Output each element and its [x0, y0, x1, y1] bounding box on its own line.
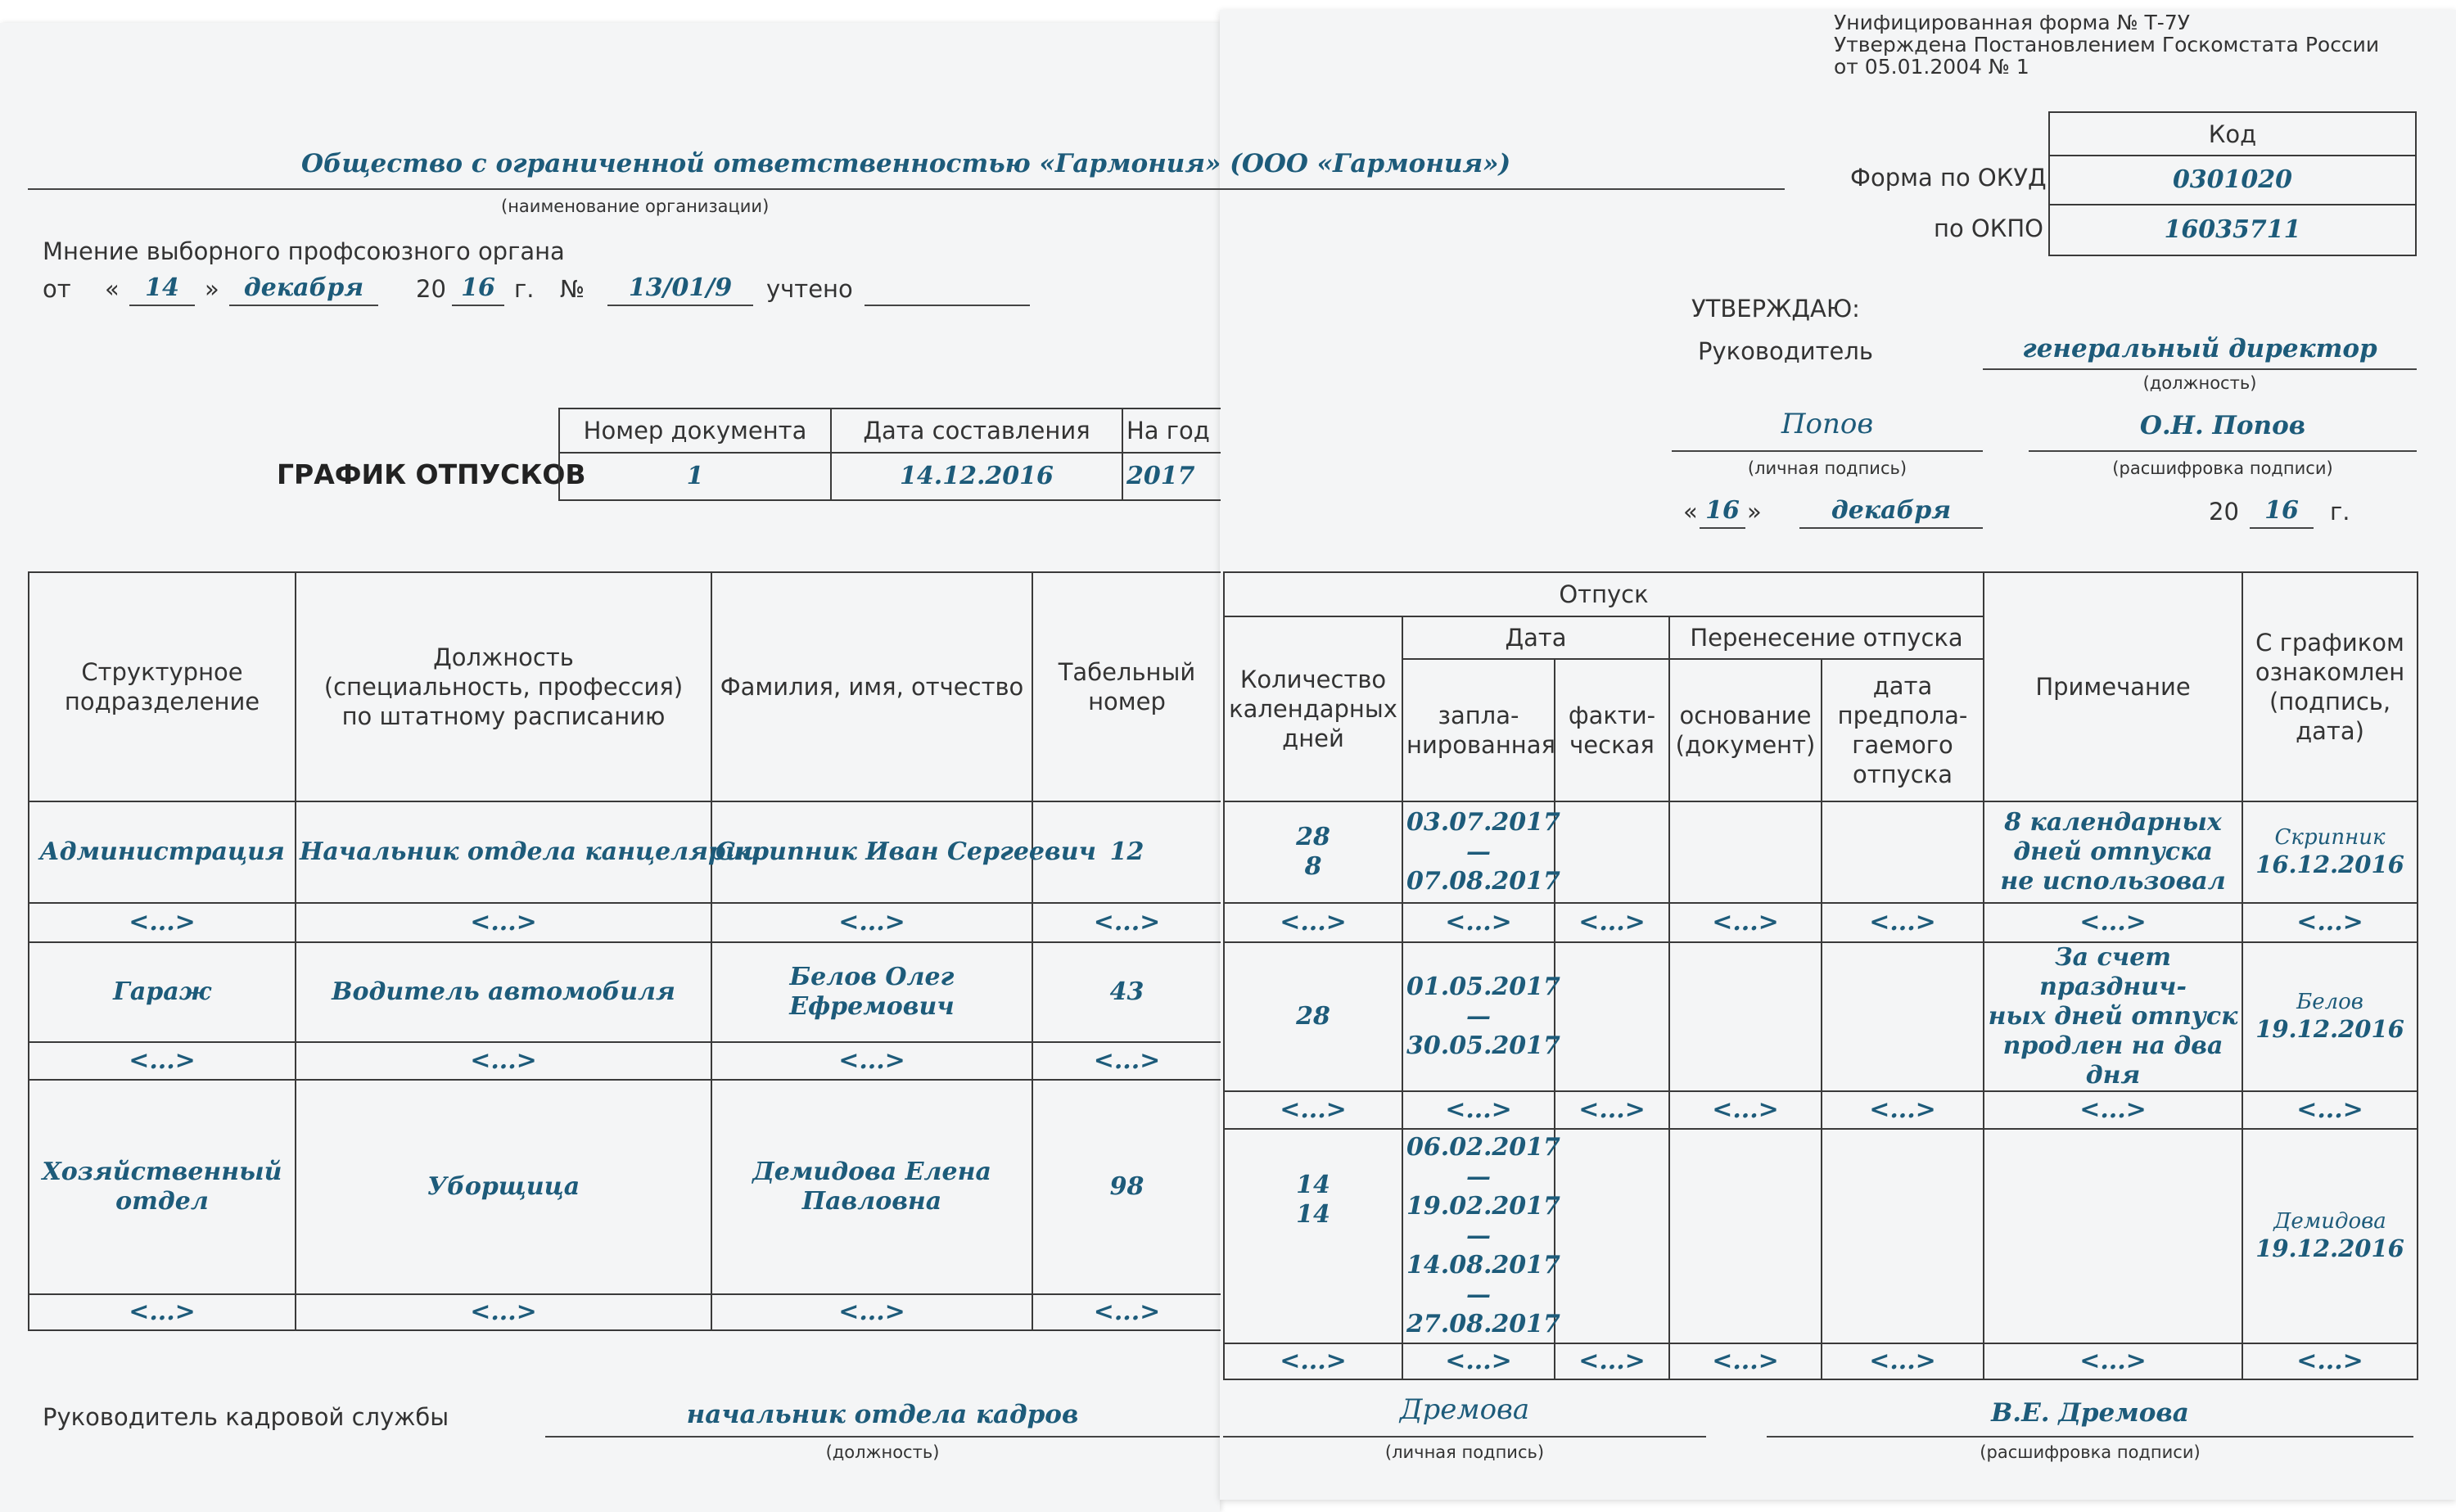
header-planned-l1: запла-: [1438, 702, 1519, 729]
approve-quote-open: «: [1683, 498, 1698, 526]
union-year-prefix: 20: [416, 275, 446, 303]
header-note: Примечание: [1984, 572, 2242, 801]
approve-month-line: [1799, 527, 1983, 529]
row2-division: Гараж: [29, 942, 296, 1042]
header-position-l1: Должность: [433, 643, 574, 671]
union-month-line: [229, 305, 378, 306]
row2-days: 28: [1224, 942, 1402, 1091]
row2-expected: [1822, 942, 1984, 1091]
row1-sign-date: 16.12.2016: [2255, 851, 2404, 878]
row1-actual: [1555, 801, 1669, 903]
header-acq-l1: С графиком: [2255, 629, 2404, 657]
row1-note-l3: не использовал: [2000, 867, 2226, 896]
union-quote-open: «: [105, 275, 120, 303]
placeholder-cell: <...>: [1402, 1091, 1555, 1129]
table-row: [1224, 942, 2418, 1091]
placeholder-cell: <...>: [1669, 903, 1822, 942]
header-reason-l2: (документ): [1675, 731, 1816, 759]
placeholder-cell: <...>: [711, 903, 1032, 942]
placeholder-cell: <...>: [1032, 903, 1221, 942]
row1-days-l2: 8: [1304, 852, 1322, 881]
placeholder-cell: <...>: [1402, 1343, 1555, 1379]
placeholder-row: [1224, 1343, 2418, 1379]
header-acq-l2: ознакомлен: [2255, 658, 2405, 686]
row2-acquainted: [2242, 942, 2418, 1091]
placeholder-cell: <...>: [1555, 903, 1669, 942]
footer-position: начальник отдела кадров: [686, 1400, 1079, 1429]
placeholder-cell: <...>: [1822, 903, 1984, 942]
placeholder-cell: <...>: [1224, 1343, 1402, 1379]
footer-position-caption: (должность): [825, 1442, 940, 1462]
placeholder-cell: <...>: [711, 1042, 1032, 1080]
union-number: 13/01/9: [628, 273, 733, 302]
approve-quote-close: »: [1747, 498, 1762, 526]
row1-tab: 12: [1032, 801, 1221, 903]
footer-signature: Дремова: [1399, 1393, 1530, 1426]
row3-actual: [1555, 1129, 1669, 1343]
approve-year-prefix: 20: [2209, 498, 2239, 526]
row1-division: Администрация: [29, 801, 296, 903]
footer-label: Руководитель кадровой службы: [43, 1403, 449, 1431]
header-reason: [1669, 659, 1822, 801]
form-header: [1834, 11, 2379, 78]
header-days: [1224, 616, 1402, 801]
header-tab-l2: номер: [1088, 688, 1166, 715]
row3-planned-l1: 06.02.2017: [1406, 1133, 1560, 1162]
row1-days: [1224, 801, 1402, 903]
row1-position: Начальник отдела канцелярии: [296, 801, 711, 903]
row3-acquainted: [2242, 1129, 2418, 1343]
header-transfer: Перенесение отпуска: [1669, 616, 1984, 659]
approve-signature-line: [1672, 450, 1983, 452]
union-accounted-line: [865, 305, 1030, 306]
placeholder-row: [29, 1042, 1221, 1080]
placeholder-cell: <...>: [1032, 1042, 1221, 1080]
placeholder-cell: <...>: [296, 1294, 711, 1330]
union-day: 14: [145, 273, 179, 302]
union-year-line: [452, 305, 504, 306]
row2-note-l2: ных дней отпуск: [1988, 1002, 2238, 1031]
row2-sign: Белов: [2296, 990, 2363, 1014]
approve-head-label: Руководитель: [1698, 337, 1874, 365]
row3-fio-l2: Павловна: [801, 1187, 942, 1216]
placeholder-cell: <...>: [1555, 1091, 1669, 1129]
placeholder-cell: <...>: [1822, 1091, 1984, 1129]
union-opinion-title: Мнение выборного профсоюзного органа: [43, 237, 565, 265]
row1-reason: [1669, 801, 1822, 903]
doc-number-header: Номер документа: [559, 408, 831, 453]
header-position-l2: (специальность, профессия): [323, 673, 684, 701]
header-actual-l2: ческая: [1569, 731, 1655, 759]
header-exp-l2: предпола-: [1837, 702, 1968, 729]
header-tab-number: [1032, 572, 1221, 801]
table-row: [29, 1080, 1221, 1294]
table-row: [1224, 801, 2418, 903]
placeholder-cell: <...>: [296, 1042, 711, 1080]
codes-table: [2048, 111, 2417, 256]
placeholder-row: [1224, 1091, 2418, 1129]
doc-date: 14.12.2016: [831, 453, 1122, 500]
footer-position-line: [545, 1436, 1220, 1438]
approve-decoding: О.Н. Попов: [2139, 411, 2306, 440]
row1-planned-l1: 03.07.2017: [1406, 808, 1560, 837]
form-header-line1: Унифицированная форма № Т-7У: [1834, 11, 2190, 34]
row2-note: [1984, 942, 2242, 1091]
row2-reason: [1669, 942, 1822, 1091]
row3-sign: Демидова: [2273, 1209, 2386, 1234]
row1-fio: Скрипник Иван Сергеевич: [711, 801, 1032, 903]
placeholder-cell: <...>: [1984, 903, 2242, 942]
row2-planned-l3: 30.05.2017: [1406, 1031, 1560, 1060]
row3-planned: [1402, 1129, 1560, 1343]
row3-planned-l6: —: [1466, 1280, 1491, 1309]
header-reason-l1: основание: [1679, 702, 1812, 729]
union-year: 16: [461, 273, 495, 302]
header-expected-date: [1822, 659, 1984, 801]
organization-name: Общество с ограниченной ответственностью «Гармония» (ООО «Гармония»): [301, 149, 1511, 178]
header-planned-l2: нированная: [1406, 731, 1555, 759]
approve-day: 16: [1705, 496, 1740, 525]
row2-planned: [1402, 942, 1560, 1091]
row3-sign-date: 19.12.2016: [2255, 1234, 2404, 1262]
row1-sign: Скрипник: [2274, 825, 2386, 850]
row3-planned-l2: —: [1466, 1162, 1491, 1191]
row2-planned-l1: 01.05.2017: [1406, 973, 1560, 1001]
form-header-line2: Утверждена Постановлением Госкомстата России: [1834, 33, 2380, 56]
header-acq-l4: дата): [2296, 717, 2364, 745]
header-planned: [1402, 659, 1555, 801]
approve-position-caption: (должность): [2142, 373, 2257, 393]
row1-planned: [1402, 801, 1560, 903]
row3-days-l2: 14: [1296, 1200, 1330, 1229]
row2-fio: Белов Олег Ефремович: [711, 942, 1032, 1042]
row3-expected: [1822, 1129, 1984, 1343]
form-header-line3: от 05.01.2004 № 1: [1834, 55, 2029, 79]
header-actual: [1555, 659, 1669, 801]
row3-division-l2: отдел: [115, 1187, 209, 1216]
approve-year: 16: [2264, 496, 2299, 525]
row2-sign-date: 19.12.2016: [2255, 1015, 2404, 1043]
row1-note: [1984, 801, 2242, 903]
row1-note-l1: 8 календарных: [2004, 808, 2222, 837]
document-title: ГРАФИК ОТПУСКОВ: [277, 458, 586, 490]
header-date: Дата: [1402, 616, 1669, 659]
row3-planned-l3: 19.02.2017: [1406, 1192, 1560, 1221]
table-row: [29, 801, 1221, 903]
header-fio: Фамилия, имя, отчество: [711, 572, 1032, 801]
placeholder-cell: <...>: [1669, 1091, 1822, 1129]
approve-decoding-line: [2029, 450, 2417, 452]
placeholder-cell: <...>: [29, 1294, 296, 1330]
okpo-label: по ОКПО: [1934, 214, 2043, 242]
placeholder-cell: <...>: [1224, 903, 1402, 942]
row3-position: Уборщица: [296, 1080, 711, 1294]
table-row: [29, 942, 1221, 1042]
row3-planned-l5: 14.08.2017: [1406, 1251, 1560, 1280]
placeholder-cell: <...>: [2242, 903, 2418, 942]
approve-year-line: [2250, 527, 2314, 529]
placeholder-cell: <...>: [2242, 1091, 2418, 1129]
placeholder-cell: <...>: [29, 1042, 296, 1080]
row3-fio: [711, 1080, 1032, 1294]
union-month: декабря: [243, 273, 364, 302]
header-vacation: Отпуск: [1224, 572, 1984, 616]
organization-caption: (наименование организации): [501, 196, 770, 216]
approve-title: УТВЕРЖДАЮ:: [1691, 295, 1860, 323]
union-accounted: учтено: [766, 275, 853, 303]
union-number-line: [607, 305, 753, 306]
organization-line: [28, 188, 1785, 190]
row3-planned-l4: —: [1466, 1221, 1491, 1250]
row1-acquainted: [2242, 801, 2418, 903]
footer-signature-caption: (личная подпись): [1384, 1442, 1545, 1462]
okud-label: Форма по ОКУД: [1850, 164, 2047, 192]
union-quote-close: »: [205, 275, 219, 303]
codes-header: Код: [2049, 112, 2416, 156]
header-days-l2: календарных: [1229, 695, 1397, 723]
doc-year-header: На год: [1122, 408, 1221, 453]
row3-days-l1: 14: [1296, 1171, 1330, 1199]
doc-number: 1: [559, 453, 831, 500]
union-year-suffix: г.: [514, 275, 535, 303]
placeholder-row: [29, 1294, 1221, 1330]
header-exp-l4: отпуска: [1853, 761, 1953, 788]
row1-note-l2: дней отпуска: [2013, 837, 2213, 866]
header-exp-l3: гаемого: [1852, 731, 1953, 759]
approve-decoding-caption: (расшифровка подписи): [2112, 458, 2333, 478]
row2-note-l3: продлен на два дня: [2002, 1031, 2223, 1090]
row3-tab: 98: [1032, 1080, 1221, 1294]
header-acquainted: [2242, 572, 2418, 801]
vacation-table-right: [1223, 571, 2418, 1380]
footer-signature-line: [1223, 1436, 1706, 1438]
placeholder-cell: <...>: [1402, 903, 1555, 942]
doc-date-header: Дата составления: [831, 408, 1122, 453]
union-num-label: №: [560, 275, 585, 303]
approve-day-line: [1700, 527, 1745, 529]
approve-month: декабря: [1831, 496, 1952, 525]
header-acq-l3: (подпись,: [2269, 688, 2391, 715]
footer-decoding-caption: (расшифровка подписи): [1980, 1442, 2201, 1462]
header-days-l3: дней: [1282, 724, 1344, 752]
table-row: [1224, 1129, 2418, 1343]
approve-position: генеральный директор: [2022, 334, 2377, 363]
footer-decoding: В.Е. Дремова: [1991, 1398, 2189, 1428]
approve-signature-caption: (личная подпись): [1747, 458, 1907, 478]
placeholder-cell: <...>: [1822, 1343, 1984, 1379]
row2-planned-l2: —: [1466, 1002, 1491, 1031]
placeholder-cell: <...>: [1669, 1343, 1822, 1379]
header-division: Структурное подразделение: [29, 572, 296, 801]
approve-signature: Попов: [1781, 408, 1874, 440]
row2-position: Водитель автомобиля: [296, 942, 711, 1042]
row3-days: [1224, 1129, 1402, 1343]
row3-division: [29, 1080, 296, 1294]
footer-decoding-line: [1767, 1436, 2413, 1438]
placeholder-cell: <...>: [29, 903, 296, 942]
header-days-l1: Количество: [1239, 666, 1387, 693]
row3-fio-l1: Демидова Елена: [752, 1158, 991, 1186]
placeholder-cell: <...>: [1555, 1343, 1669, 1379]
placeholder-cell: <...>: [1032, 1294, 1221, 1330]
row1-planned-l3: 07.08.2017: [1406, 867, 1560, 896]
row1-expected: [1822, 801, 1984, 903]
row3-reason: [1669, 1129, 1822, 1343]
header-exp-l1: дата: [1872, 672, 1933, 700]
placeholder-row: [29, 903, 1221, 942]
okud-value: 0301020: [2049, 156, 2416, 205]
header-position: [296, 572, 711, 801]
placeholder-cell: <...>: [2242, 1343, 2418, 1379]
union-day-line: [129, 305, 195, 306]
okpo-value: 16035711: [2049, 205, 2416, 255]
header-position-l3: по штатному расписанию: [341, 702, 666, 730]
row1-days-l1: 28: [1296, 823, 1330, 851]
row2-tab: 43: [1032, 942, 1221, 1042]
placeholder-cell: <...>: [1984, 1343, 2242, 1379]
union-from-label: от: [43, 275, 71, 303]
placeholder-cell: <...>: [711, 1294, 1032, 1330]
header-actual-l1: факти-: [1568, 702, 1656, 729]
placeholder-cell: <...>: [1224, 1091, 1402, 1129]
row3-planned-l7: 27.08.2017: [1406, 1310, 1560, 1338]
approve-position-line: [1983, 368, 2417, 370]
doc-year: 2017: [1122, 453, 1221, 500]
approve-year-suffix: г.: [2330, 498, 2350, 526]
row3-note: [1984, 1129, 2242, 1343]
placeholder-cell: <...>: [296, 903, 711, 942]
placeholder-cell: <...>: [1984, 1091, 2242, 1129]
row1-planned-l2: —: [1466, 837, 1491, 866]
row2-note-l1: За счет празднич-: [2039, 943, 2187, 1001]
header-tab-l1: Табельный: [1058, 658, 1196, 686]
vacation-table-left: [28, 571, 1221, 1331]
placeholder-row: [1224, 903, 2418, 942]
row2-actual: [1555, 942, 1669, 1091]
row3-division-l1: Хозяйственный: [42, 1158, 282, 1186]
document-number-table: [558, 408, 1221, 501]
